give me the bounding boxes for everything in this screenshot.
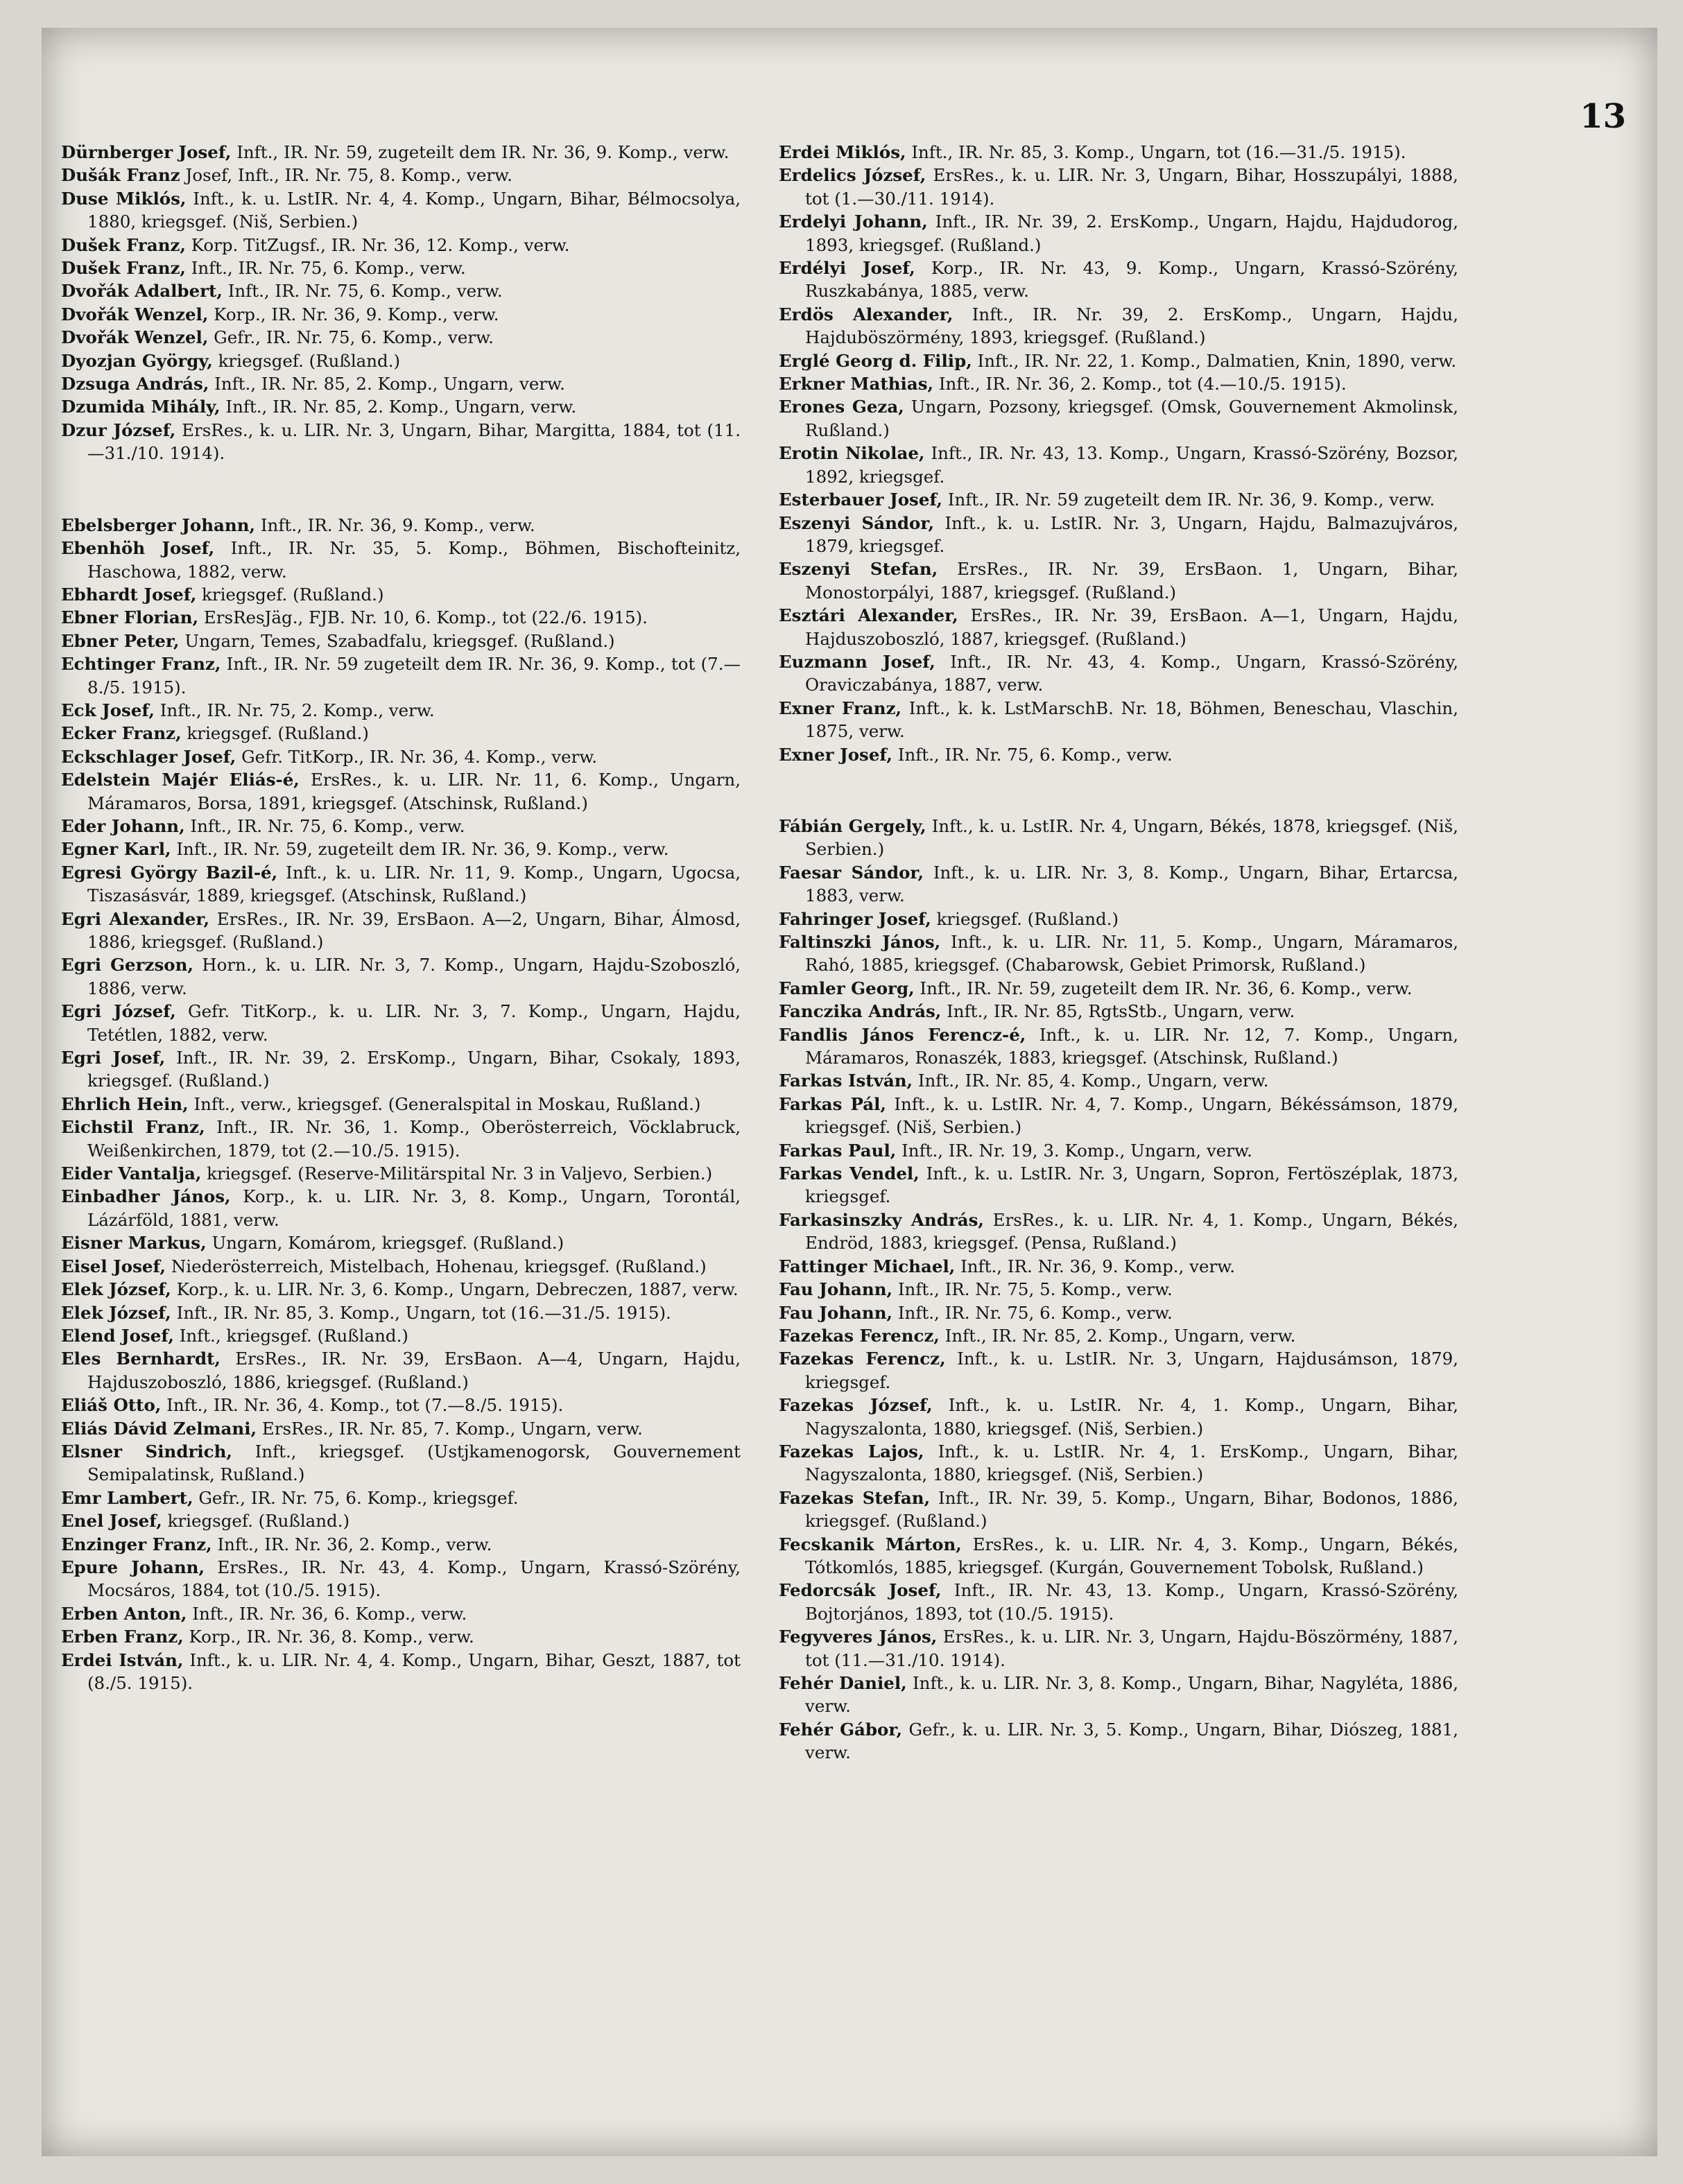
entry-details: ErsRes., IR. Nr. 85, 7. Komp., Ungarn, verw. <box>261 1418 643 1439</box>
entry-details: Gefr., IR. Nr. 75, 6. Komp., kriegsgef. <box>198 1487 519 1508</box>
entry-details: ErsRes., k. u. LIR. Nr. 11, 6. Komp., Ungarn, Máramaros, Borsa, 1891, kriegsgef. (Atschinsk, Rußland.) <box>87 770 741 813</box>
entry-name: Erdei Miklós, <box>779 142 906 162</box>
entry-name: Fanczika András, <box>779 1001 942 1022</box>
entry-name: Fehér Daniel, <box>779 1673 907 1693</box>
entry-name: Farkas Vendel, <box>779 1163 920 1184</box>
list-entry <box>779 1672 1458 1718</box>
entry-details: Inft., k. u. LIR. Nr. 11, 9. Komp., Ungarn, Ugocsa, Tiszasásvár, 1889, kriegsgef. (Atschinsk, Rußland.) <box>87 862 741 906</box>
entry-name: Farkasinszky András, <box>779 1209 984 1230</box>
entry-details: ErsRes., IR. Nr. 39, ErsBaon. A—1, Ungarn, Hajdu, Hajduszoboszló, 1887, kriegsgef. (Rußland.) <box>805 605 1458 649</box>
entry-name: Eliáš Otto, <box>61 1395 162 1416</box>
entry-details: Gefr. TitKorp., IR. Nr. 36, 4. Komp., verw. <box>241 746 598 767</box>
entry-details: Inft., k. u. LstIR. Nr. 4, 4. Komp., Ungarn, Bihar, Bélmocsolya, 1880, kriegsgef. (Niš, Serbien.) <box>87 188 741 232</box>
list-entry <box>61 768 741 815</box>
entry-details: ErsRes., k. u. LIR. Nr. 4, 1. Komp., Ungarn, Békés, Endröd, 1883, kriegsgef. (Pensa, Rußland.) <box>805 1209 1458 1254</box>
entry-details: Inft., verw., kriegsgef. (Generalspital in Moskau, Rußland.) <box>193 1093 701 1114</box>
list-entry <box>61 1301 741 1324</box>
entry-name: Famler Georg, <box>779 978 915 998</box>
list-entry <box>779 1255 1458 1278</box>
entry-name: Duse Miklós, <box>61 188 187 209</box>
list-entry <box>779 697 1458 743</box>
entry-name: Eszenyi Stefan, <box>779 559 938 580</box>
list-entry <box>779 257 1458 303</box>
list-entry <box>61 1116 741 1162</box>
entry-details: Korp. TitZugsf., IR. Nr. 36, 12. Komp., verw. <box>191 234 570 255</box>
list-entry <box>61 1046 741 1093</box>
entry-name: Edelstein Majér Eliás-é, <box>61 770 300 790</box>
entry-details: Inft., IR. Nr. 75, 6. Komp., verw. <box>897 744 1173 765</box>
entry-details: ErsRes., k. u. LIR. Nr. 3, Ungarn, Bihar, Margitta, 1884, tot (11.—31./10. 1914). <box>87 419 741 464</box>
entry-name: Erones Geza, <box>779 397 904 417</box>
list-entry <box>779 1139 1458 1162</box>
list-entry <box>61 1093 741 1116</box>
entry-name: Erglé Georg d. Filip, <box>779 350 972 371</box>
entry-details: Korp., k. u. LIR. Nr. 3, 8. Komp., Ungarn, Torontál, Lázárföld, 1881, verw. <box>87 1186 741 1230</box>
entry-details: Inft., k. u. LIR. Nr. 3, 8. Komp., Ungarn, Bihar, Nagyléta, 1886, verw. <box>805 1673 1458 1717</box>
entry-details: Inft., IR. Nr. 19, 3. Komp., Ungarn, verw. <box>901 1140 1252 1161</box>
entry-name: Erben Anton, <box>61 1603 187 1624</box>
entry-details: kriegsgef. (Rußland.) <box>218 350 401 371</box>
entry-details: Inft., IR. Nr. 75, 2. Komp., verw. <box>159 700 435 720</box>
list-entry <box>779 908 1458 930</box>
entry-details: Inft., k. u. LstIR. Nr. 4, 7. Komp., Ungarn, Békéssámson, 1879, kriegsgef. (Niš, Serbien.) <box>805 1093 1458 1138</box>
list-entry <box>61 1255 741 1278</box>
entry-details: ErsRes., IR. Nr. 43, 4. Komp., Ungarn, Krassó-Szörény, Mocsáros, 1884, tot (10./5. 1915). <box>87 1557 741 1601</box>
list-entry <box>779 1718 1458 1765</box>
entry-name: Dvořák Wenzel, <box>61 304 209 324</box>
entry-details: Inft., IR. Nr. 85, RgtsStb., Ungarn, verw. <box>947 1001 1295 1022</box>
entry-details: ErsRes., IR. Nr. 39, ErsBaon. A—4, Ungarn, Hajdu, Hajduszoboszló, 1886, kriegsgef. (Rußland.) <box>87 1349 741 1392</box>
list-entry <box>779 1533 1458 1579</box>
list-entry <box>779 1000 1458 1023</box>
entry-name: Eles Bernhardt, <box>61 1349 221 1369</box>
entry-details: Inft., IR. Nr. 39, 5. Komp., Ungarn, Bihar, Bodonos, 1886, kriegsgef. (Rußland.) <box>805 1487 1458 1532</box>
list-entry <box>779 1579 1458 1625</box>
entry-details: Inft., IR. Nr. 39, 2. ErsKomp., Ungarn, Hajdu, Hajdudorog, 1893, kriegsgef. (Rußland.) <box>805 211 1458 255</box>
list-entry <box>779 372 1458 395</box>
entry-name: Fazekas József, <box>779 1395 933 1416</box>
list-entry <box>61 722 741 745</box>
entry-details: Inft., IR. Nr. 75, 5. Komp., verw. <box>897 1279 1173 1300</box>
entry-details: Gefr., IR. Nr. 75, 6. Komp., verw. <box>214 327 494 348</box>
entry-name: Fehér Gábor, <box>779 1719 903 1740</box>
entry-details: Inft., kriegsgef. (Ustjkamenogorsk, Gouvernement Semipalatinsk, Rußland.) <box>87 1441 741 1485</box>
list-entry <box>61 1556 741 1602</box>
entry-name: Enzinger Franz, <box>61 1534 212 1554</box>
list-entry <box>61 303 741 326</box>
entry-details: Inft., IR. Nr. 75, 6. Komp., verw. <box>190 815 465 836</box>
entry-details: Inft., k. u. LstIR. Nr. 4, 1. Komp., Ungarn, Bihar, Nagyszalonta, 1880, kriegsgef. (Niš, Serbien.) <box>805 1395 1458 1439</box>
entry-name: Fattinger Michael, <box>779 1256 956 1276</box>
entry-details: Inft., IR. Nr. 36, 9. Komp., verw. <box>960 1256 1236 1276</box>
list-entry <box>779 815 1458 861</box>
entry-details: Inft., IR. Nr. 39, 2. ErsKomp., Ungarn, Hajdu, Hajduböszörmény, 1893, kriegsgef. (Rußland.) <box>805 304 1459 348</box>
list-entry <box>779 1440 1458 1487</box>
list-entry <box>779 1394 1458 1440</box>
entry-name: Erotin Nikolae, <box>779 443 925 464</box>
entry-details: ErsRes., IR. Nr. 39, ErsBaon. 1, Ungarn, Bihar, Monostorpályi, 1887, kriegsgef. (Rußland.) <box>805 559 1458 603</box>
entry-name: Elek József, <box>61 1279 171 1300</box>
list-entry <box>61 1649 741 1695</box>
section-gap <box>61 465 741 514</box>
entry-name: Dušek Franz, <box>61 258 186 279</box>
list-entry <box>779 557 1458 604</box>
entry-name: Enel Josef, <box>61 1511 162 1532</box>
list-entry <box>61 1185 741 1231</box>
entry-name: Erdélyi Josef, <box>779 258 915 279</box>
entry-name: Dürnberger Josef, <box>61 142 232 162</box>
entry-details: kriegsgef. (Reserve-Militärspital Nr. 3 in Valjevo, Serbien.) <box>207 1163 713 1184</box>
right-column <box>779 141 1458 1765</box>
list-entry <box>61 1417 741 1440</box>
entry-details: Inft., IR. Nr. 85, 3. Komp., Ungarn, tot (16.—31./5. 1915). <box>176 1302 671 1323</box>
entry-name: Egri Alexander, <box>61 908 210 929</box>
entry-name: Egresi György Bazil-é, <box>61 862 278 883</box>
entry-details: Inft., IR. Nr. 36, 6. Komp., verw. <box>192 1603 467 1624</box>
entry-name: Dzumida Mihály, <box>61 397 221 417</box>
entry-details: Ungarn, Komárom, kriegsgef. (Rußland.) <box>212 1233 564 1254</box>
entry-name: Fau Johann, <box>779 1302 893 1323</box>
entry-name: Farkas István, <box>779 1071 913 1091</box>
entry-details: Inft., k. u. LIR. Nr. 4, 4. Komp., Ungarn, Bihar, Geszt, 1887, tot (8./5. 1915). <box>87 1649 741 1693</box>
section-gap <box>779 766 1458 815</box>
entry-details: Inft., IR. Nr. 36, 2. Komp., tot (4.—10./5. 1915). <box>938 374 1347 395</box>
list-entry <box>779 1347 1458 1394</box>
list-entry <box>61 1347 741 1394</box>
list-entry <box>779 488 1458 511</box>
entry-name: Egri József, <box>61 1001 176 1022</box>
entry-name: Euzmann Josef, <box>779 651 935 672</box>
list-entry <box>61 372 741 395</box>
document-page <box>42 28 1657 2156</box>
entry-name: Esztári Alexander, <box>779 605 958 626</box>
list-entry <box>779 1069 1458 1092</box>
entry-details: kriegsgef. (Rußland.) <box>202 584 384 605</box>
entry-name: Erdelyi Johann, <box>779 211 928 232</box>
entry-details: ErsRes., k. u. LIR. Nr. 3, Ungarn, Bihar, Hosszupályi, 1888, tot (1.—30./11. 1914). <box>805 165 1458 209</box>
entry-name: Eckschlager Josef, <box>61 746 236 767</box>
list-entry <box>61 257 741 279</box>
entry-name: Eichstil Franz, <box>61 1117 205 1138</box>
list-entry <box>61 514 741 537</box>
list-entry <box>61 1162 741 1185</box>
entry-details: Korp., k. u. LIR. Nr. 3, 6. Komp., Ungarn, Debreczen, 1887, verw. <box>176 1279 739 1300</box>
left-column <box>61 141 741 1695</box>
list-entry <box>61 838 741 860</box>
list-entry <box>779 141 1458 164</box>
entry-name: Farkas Paul, <box>779 1140 897 1161</box>
entry-details: kriegsgef. (Rußland.) <box>187 723 369 744</box>
entry-name: Esterbauer Josef, <box>779 489 942 510</box>
entry-details: ErsResJäg., FJB. Nr. 10, 6. Komp., tot (22./6. 1915). <box>203 607 648 628</box>
list-entry <box>779 1278 1458 1301</box>
list-entry <box>61 537 741 583</box>
entry-details: ErsRes., k. u. LIR. Nr. 4, 3. Komp., Ungarn, Békés, Tótkomlós, 1885, kriegsgef. (Kurgán, Gouvernement Tobolsk, Rußland.) <box>805 1534 1459 1577</box>
entry-details: Inft., IR. Nr. 35, 5. Komp., Böhmen, Bischofteinitz, Haschowa, 1882, verw. <box>87 538 741 582</box>
list-entry <box>61 745 741 768</box>
entry-details: Inft., IR. Nr. 36, 4. Komp., tot (7.—8./5. 1915). <box>166 1395 564 1416</box>
list-entry <box>779 861 1458 908</box>
entry-details: Inft., IR. Nr. 85, 2. Komp., Ungarn, verw. <box>214 374 565 395</box>
list-entry <box>779 512 1458 558</box>
entry-details: Inft., IR. Nr. 43, 4. Komp., Ungarn, Krassó-Szörény, Oraviczabánya, 1887, verw. <box>805 651 1458 695</box>
list-entry <box>61 908 741 954</box>
list-entry <box>61 1324 741 1347</box>
entry-name: Farkas Pál, <box>779 1093 887 1114</box>
entry-details: Inft., IR. Nr. 75, 6. Komp., verw. <box>227 281 503 302</box>
list-entry <box>61 861 741 908</box>
entry-name: Dyozjan György, <box>61 350 213 371</box>
list-entry <box>779 210 1458 257</box>
entry-name: Dušek Franz, <box>61 234 186 255</box>
entry-details: Josef, Inft., IR. Nr. 75, 8. Komp., verw. <box>185 165 512 186</box>
list-entry <box>61 1602 741 1625</box>
list-entry <box>61 606 741 629</box>
entry-details: Inft., IR. Nr. 59, zugeteilt dem IR. Nr. 36, 9. Komp., verw. <box>176 839 669 860</box>
entry-details: Inft., IR. Nr. 36, 1. Komp., Oberösterreich, Vöcklabruck, Weißenkirchen, 1879, tot (2.—10./5. 1915). <box>87 1117 741 1161</box>
entry-details: Korp., IR. Nr. 43, 9. Komp., Ungarn, Krassó-Szörény, Ruszkabánya, 1885, verw. <box>805 258 1458 302</box>
entry-details: Inft., IR. Nr. 59, zugeteilt dem IR. Nr. 36, 6. Komp., verw. <box>920 978 1413 998</box>
list-entry <box>779 1487 1458 1533</box>
list-entry <box>779 1208 1458 1255</box>
entry-name: Ecker Franz, <box>61 723 182 744</box>
list-entry <box>61 279 741 302</box>
entry-details: Inft., IR. Nr. 22, 1. Komp., Dalmatien, Knin, 1890, verw. <box>977 350 1457 371</box>
entry-details: Niederösterreich, Mistelbach, Hohenau, kriegsgef. (Rußland.) <box>171 1256 707 1276</box>
entry-name: Dvořák Wenzel, <box>61 327 209 348</box>
entry-name: Erdei István, <box>61 1649 184 1670</box>
entry-name: Ebelsberger Johann, <box>61 514 256 535</box>
entry-details: Inft., IR. Nr. 75, 6. Komp., verw. <box>897 1302 1173 1323</box>
list-entry <box>779 349 1458 372</box>
list-entry <box>779 1301 1458 1324</box>
entry-name: Elsner Sindrich, <box>61 1441 232 1462</box>
entry-name: Exner Franz, <box>779 697 902 718</box>
list-entry <box>61 395 741 418</box>
list-entry <box>779 1162 1458 1208</box>
entry-name: Elend Josef, <box>61 1325 174 1346</box>
entry-name: Erdelics József, <box>779 165 926 186</box>
list-entry <box>61 164 741 187</box>
entry-name: Faltinszki János, <box>779 932 941 952</box>
entry-details: Inft., IR. Nr. 36, 2. Komp., verw. <box>217 1534 492 1554</box>
list-entry <box>779 1625 1458 1672</box>
entry-name: Erdös Alexander, <box>779 304 953 324</box>
entry-name: Exner Josef, <box>779 744 892 765</box>
list-entry <box>61 1509 741 1532</box>
entry-details: Inft., k. u. LstIR. Nr. 4, 1. ErsKomp., Ungarn, Bihar, Nagyszalonta, 1880, kriegsgef. (Niš, Serbien.) <box>805 1441 1459 1485</box>
entry-details: ErsRes., k. u. LIR. Nr. 3, Ungarn, Hajdu-Böszörmény, 1887, tot (11.—31./10. 1914). <box>805 1627 1458 1670</box>
list-entry <box>61 1440 741 1487</box>
entry-name: Fahringer Josef, <box>779 908 931 929</box>
list-entry <box>779 977 1458 1000</box>
list-entry <box>779 442 1458 488</box>
entry-name: Fazekas Ferencz, <box>779 1349 946 1369</box>
entry-details: Inft., IR. Nr. 39, 2. ErsKomp., Ungarn, Bihar, Csokaly, 1893, kriegsgef. (Rußland.) <box>87 1048 741 1091</box>
list-entry <box>61 1278 741 1301</box>
entry-name: Erben Franz, <box>61 1627 184 1647</box>
entry-details: kriegsgef. (Rußland.) <box>167 1511 350 1532</box>
entry-name: Dušák Franz <box>61 165 180 186</box>
entry-name: Ebner Peter, <box>61 630 180 651</box>
entry-name: Fazekas Stefan, <box>779 1487 931 1508</box>
entry-name: Fábián Gergely, <box>779 815 926 836</box>
list-entry <box>61 419 741 465</box>
entry-name: Eder Johann, <box>61 815 185 836</box>
list-entry <box>779 743 1458 766</box>
list-entry <box>61 1000 741 1046</box>
page-number: 13 <box>1580 97 1626 136</box>
entry-name: Fedorcsák Josef, <box>779 1580 942 1601</box>
entry-name: Fegyveres János, <box>779 1627 938 1647</box>
list-entry <box>61 630 741 652</box>
entry-name: Eisner Markus, <box>61 1233 207 1254</box>
entry-details: Inft., IR. Nr. 59, zugeteilt dem IR. Nr. 36, 9. Komp., verw. <box>236 142 730 162</box>
entry-details: Inft., IR. Nr. 85, 3. Komp., Ungarn, tot (16.—31./5. 1915). <box>911 142 1406 162</box>
list-entry <box>61 1625 741 1648</box>
entry-name: Dvořák Adalbert, <box>61 281 223 302</box>
list-entry <box>61 326 741 349</box>
entry-name: Emr Lambert, <box>61 1487 193 1508</box>
entry-name: Fecskanik Márton, <box>779 1534 962 1554</box>
entry-name: Ebenhöh Josef, <box>61 538 215 559</box>
entry-details: Gefr., k. u. LIR. Nr. 3, 5. Komp., Ungarn, Bihar, Diószeg, 1881, verw. <box>805 1719 1459 1763</box>
entry-name: Fazekas Lajos, <box>779 1441 924 1462</box>
entry-details: Inft., IR. Nr. 85, 2. Komp., Ungarn, verw. <box>225 397 577 417</box>
entry-name: Fazekas Ferencz, <box>779 1325 940 1346</box>
list-entry <box>61 583 741 606</box>
list-entry <box>61 1231 741 1254</box>
list-entry <box>779 650 1458 697</box>
entry-name: Eszenyi Sándor, <box>779 512 935 533</box>
entry-details: Korp., IR. Nr. 36, 8. Komp., verw. <box>189 1627 474 1647</box>
entry-name: Egner Karl, <box>61 839 171 860</box>
entry-name: Eisel Josef, <box>61 1256 166 1276</box>
entry-name: Epure Johann, <box>61 1557 205 1577</box>
entry-details: Korp., IR. Nr. 36, 9. Komp., verw. <box>214 304 499 324</box>
entry-details: Inft., IR. Nr. 43, 13. Komp., Ungarn, Krassó-Szörény, Bozsor, 1892, kriegsgef. <box>805 443 1458 487</box>
list-entry <box>61 1394 741 1416</box>
list-entry <box>779 1093 1458 1139</box>
list-entry <box>61 953 741 1000</box>
entry-details: Ungarn, Pozsony, kriegsgef. (Omsk, Gouvernement Akmolinsk, Rußland.) <box>805 397 1458 440</box>
entry-details: Ungarn, Temes, Szabadfalu, kriegsgef. (Rußland.) <box>184 630 615 651</box>
entry-details: Inft., IR. Nr. 43, 13. Komp., Ungarn, Krassó-Szörény, Bojtorjános, 1893, tot (10./5. 1915). <box>805 1580 1458 1624</box>
entry-details: Horn., k. u. LIR. Nr. 3, 7. Komp., Ungarn, Hajdu-Szoboszló, 1886, verw. <box>87 955 741 998</box>
entry-name: Ehrlich Hein, <box>61 1093 189 1114</box>
list-entry <box>779 303 1458 349</box>
entry-name: Egri Gerzson, <box>61 955 193 976</box>
list-entry <box>61 1533 741 1556</box>
entry-details: Inft., k. k. LstMarschB. Nr. 18, Böhmen, Beneschau, Vlaschin, 1875, verw. <box>805 697 1458 742</box>
list-entry <box>779 930 1458 977</box>
entry-details: Inft., IR. Nr. 59 zugeteilt dem IR. Nr. 36, 9. Komp., verw. <box>947 489 1435 510</box>
list-entry <box>61 1487 741 1509</box>
entry-name: Faesar Sándor, <box>779 862 924 883</box>
list-entry <box>779 1324 1458 1347</box>
entry-name: Ebhardt Josef, <box>61 584 197 605</box>
entry-name: Dzsuga András, <box>61 374 209 395</box>
entry-details: Inft., IR. Nr. 36, 9. Komp., verw. <box>260 514 535 535</box>
entry-name: Fandlis János Ferencz-é, <box>779 1024 1026 1045</box>
entry-name: Einbadher János, <box>61 1186 231 1207</box>
entry-name: Egri Josef, <box>61 1048 166 1068</box>
entry-name: Elek József, <box>61 1302 171 1323</box>
list-entry <box>61 815 741 838</box>
list-entry <box>779 604 1458 650</box>
entry-name: Fau Johann, <box>779 1279 893 1300</box>
entry-details: kriegsgef. (Rußland.) <box>936 908 1119 929</box>
entry-details: Inft., k. u. LstIR. Nr. 4, Ungarn, Békés, 1878, kriegsgef. (Niš, Serbien.) <box>805 815 1458 860</box>
entry-details: Inft., IR. Nr. 75, 6. Komp., verw. <box>191 258 466 279</box>
entry-name: Eider Vantalja, <box>61 1163 202 1184</box>
entry-name: Eliás Dávid Zelmani, <box>61 1418 257 1439</box>
entry-details: Inft., IR. Nr. 85, 4. Komp., Ungarn, verw. <box>917 1071 1269 1091</box>
entry-name: Ebner Florian, <box>61 607 199 628</box>
entry-name: Eck Josef, <box>61 700 155 720</box>
entry-name: Dzur József, <box>61 419 176 440</box>
list-entry <box>61 141 741 164</box>
list-entry <box>61 652 741 699</box>
entry-details: Inft., k. u. LstIR. Nr. 3, Ungarn, Sopron, Fertöszéplak, 1873, kriegsgef. <box>805 1163 1458 1207</box>
entry-name: Echtinger Franz, <box>61 654 221 675</box>
list-entry <box>61 349 741 372</box>
list-entry <box>61 699 741 722</box>
entry-details: Inft., k. u. LIR. Nr. 11, 5. Komp., Ungarn, Máramaros, Rahó, 1885, kriegsgef. (Chabarowsk, Gebiet Primorsk, Rußland.) <box>805 932 1458 976</box>
list-entry <box>779 164 1458 210</box>
entry-name: Erkner Mathias, <box>779 374 934 395</box>
entry-details: ErsRes., IR. Nr. 39, ErsBaon. A—2, Ungarn, Bihar, Álmosd, 1886, kriegsgef. (Rußland.) <box>87 908 741 952</box>
entry-details: Inft., k. u. LstIR. Nr. 3, Ungarn, Hajdusámson, 1879, kriegsgef. <box>805 1349 1459 1392</box>
list-entry <box>779 1023 1458 1070</box>
entry-details: Inft., k. u. LIR. Nr. 3, 8. Komp., Ungarn, Bihar, Ertarcsa, 1883, verw. <box>805 862 1458 906</box>
list-entry <box>61 187 741 234</box>
entry-details: Inft., kriegsgef. (Rußland.) <box>179 1325 408 1346</box>
list-entry <box>779 395 1458 442</box>
entry-details: Inft., IR. Nr. 85, 2. Komp., Ungarn, verw. <box>944 1325 1296 1346</box>
entry-details: Inft., k. u. LIR. Nr. 12, 7. Komp., Ungarn, Máramaros, Ronaszék, 1883, kriegsgef. (Atschinsk, Rußland.) <box>805 1024 1458 1068</box>
entry-details: Inft., k. u. LstIR. Nr. 3, Ungarn, Hajdu, Balmazujváros, 1879, kriegsgef. <box>805 512 1458 556</box>
entry-details: Gefr. TitKorp., k. u. LIR. Nr. 3, 7. Komp., Ungarn, Hajdu, Tetétlen, 1882, verw. <box>87 1001 741 1045</box>
entry-details: Inft., IR. Nr. 59 zugeteilt dem IR. Nr. 36, 9. Komp., tot (7.—8./5. 1915). <box>87 654 741 697</box>
list-entry <box>61 234 741 257</box>
